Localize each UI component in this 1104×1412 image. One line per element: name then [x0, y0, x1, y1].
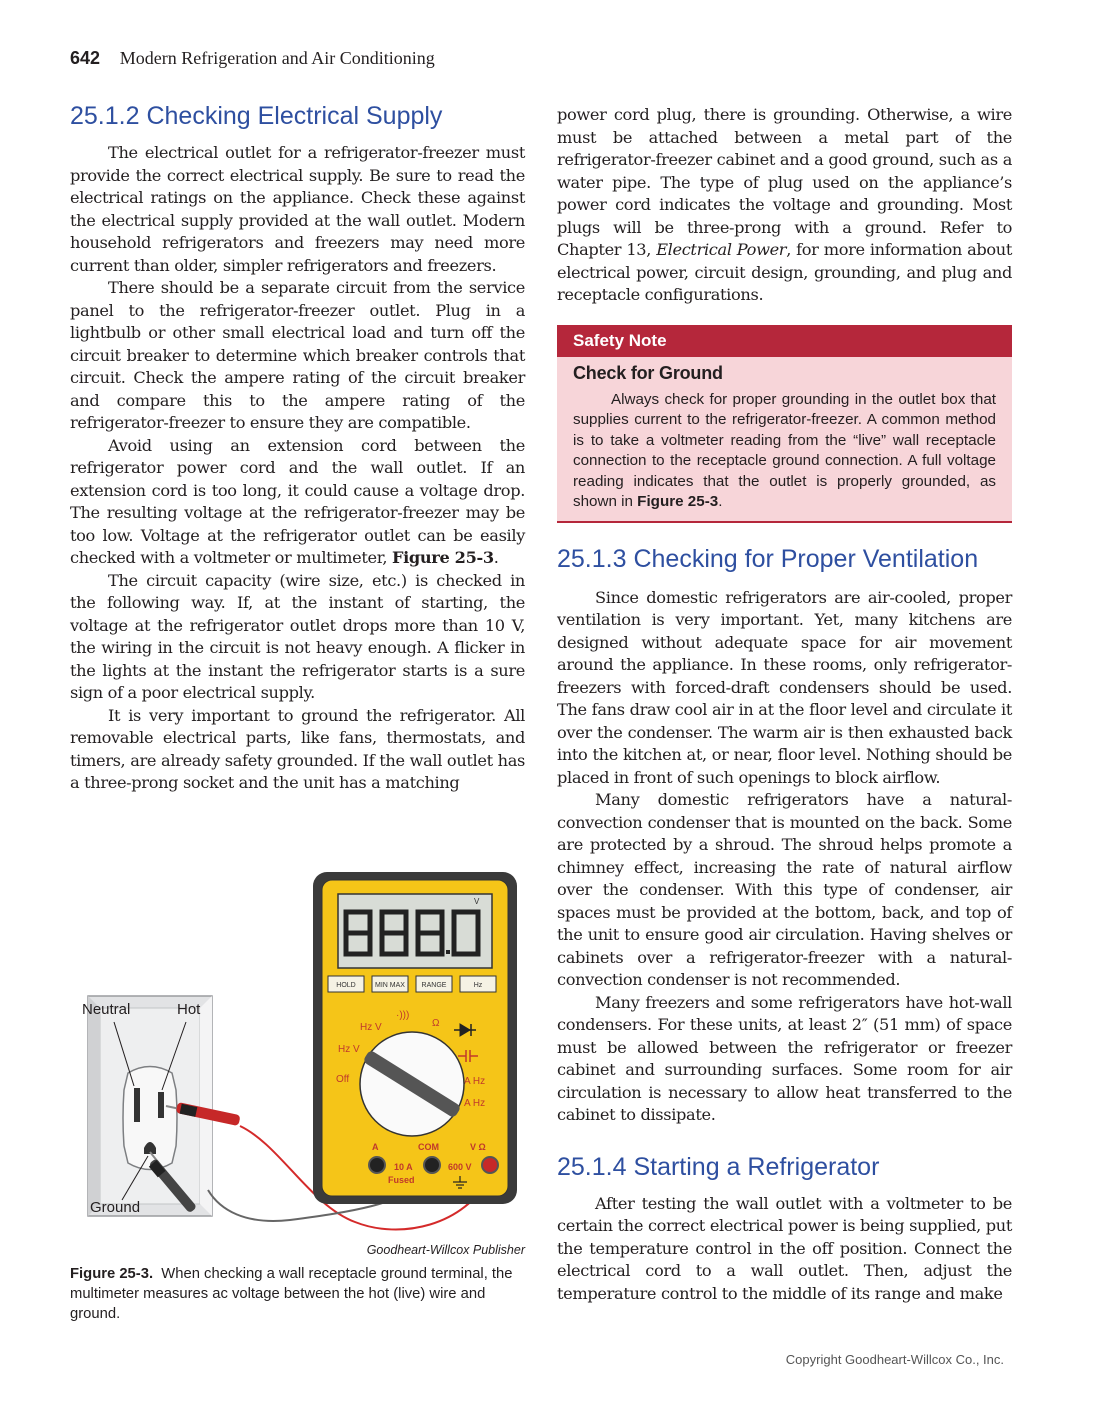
range-button-label: RANGE	[421, 982, 447, 989]
dial-continuity: ·)))	[396, 1010, 410, 1021]
paragraph: It is very important to ground the refrigerator. All removable electrical parts, like fans, thermostats, and timers, are already safety grounded. If the wall outlet has a three-prong socket and the unit has a matching	[70, 705, 525, 792]
paragraph: The electrical outlet for a refrigerator-freezer must provide the correct electrical supply. Be sure to read the electrical ratings on the appliance. Check these against the electrical supply provided at the wall outlet. Modern household refrigerators and freezers may need more current than older, simpler refrigerators and freezers.	[70, 143, 525, 275]
v-jack[interactable]	[482, 1157, 498, 1173]
paragraph: After testing the wall outlet with a voltmeter to be certain the correct electrical power is being supplied, put the temperature control in the off position. Connect the electrical cord to a wall outlet. Then, adjust the temperature control to the middle of its range and make	[557, 1193, 1012, 1303]
paragraph-text: power cord plug, there is grounding. Otherwise, a wire must be attached between a metal part of the refrigerator-freezer cabinet and a good ground, such as a water pipe. The type of plug used on the appliance’s power cord indicates the voltage and grounding. Most plugs will be three-prong with a ground. Refer to Chapter 13,	[557, 105, 1012, 259]
dial-a-hz-ac: A Hz	[464, 1076, 486, 1087]
caption-text: When checking a wall receptacle ground terminal, the multimeter measures ac voltage between the hot (live) wire and ground.	[70, 1266, 513, 1322]
paragraph-text: Avoid using an extension cord between the refrigerator power cord and the wall outlet. If an extension cord is too long, it could cause a voltage drop. The resulting voltage at the refrigerator-freezer may be too low. Voltage at the refrigerator outlet can be easily checked with a voltmeter or multimeter,	[70, 435, 525, 567]
copyright-footer: Copyright Goodheart-Willcox Co., Inc.	[785, 1352, 1004, 1367]
dial-off: Off	[336, 1074, 350, 1085]
dial-ohm: Ω	[432, 1018, 440, 1029]
label-hot: Hot	[177, 1001, 201, 1018]
paragraph-text: , for more information about electrical power, circuit design, grounding, and plug and receptacle configurations.	[557, 240, 1013, 304]
safety-note-text: Always check for proper grounding in the outlet box that supplies current to the refrigerator-freezer. A common method is to take a voltmeter reading from the “live” wall receptacle connection to the receptacle ground connection. A full voltage reading indicates that the outlet is properly grounded, as shown in	[573, 390, 996, 510]
running-head	[70, 48, 435, 69]
section-heading-starting: 25.1.4 Starting a Refrigerator	[557, 1152, 880, 1181]
jack-fused: Fused	[388, 1175, 415, 1185]
receptacle	[123, 1067, 177, 1170]
jack-label-com: COM	[418, 1142, 439, 1152]
paragraph-end: .	[493, 548, 499, 567]
jack-label-a: A	[372, 1142, 379, 1152]
a-jack[interactable]	[369, 1157, 385, 1173]
paragraph: There should be a separate circuit from the service panel to the refrigerator-freezer outlet. Plug in a lightbulb or other small electrical load and turn off the circuit breaker to determine which breaker controls that circuit. Check the ampere rating of the circuit breaker and compare this to the ampere rating of the refrigerator-freezer to ensure they are compatible.	[70, 278, 525, 432]
paragraph: Since domestic refrigerators are air-cooled, proper ventilation is very important. Yet, many kitchens are designed without adequate space for air movement around the appliance. In these rooms, only refrigerator-freezers with forced-draft condensers should be used. The fans draw cool air in at the floor level and circulate it over the condenser. The warm air is then exhausted back into the kitchen at, or near, floor level. Nothing should be placed in front of such openings to block airflow.	[557, 587, 1012, 787]
left-column	[70, 100, 525, 795]
paragraph: Many domestic refrigerators have a natural-convection condenser that is mounted on the back. Some are protected by a shroud. The shroud helps promote a chimney effect, increasing the rate of natural airflow over the condenser. With this type of condenser, air spaces must be provided at the bottom, back, and top of the unit to ensure good air circulation. Having shelves or cabinets over a refrigerator-freezer with a natural-convection condenser is not recommended.	[557, 790, 1012, 989]
paragraph	[70, 435, 525, 570]
figure-reference: Figure 25-3	[637, 493, 719, 510]
paragraph: Many freezers and some refrigerators have hot-wall condensers. For these units, at least 2″ (51 mm) of space must be allowed between the refrigerator or freezer cabinet and surrounding surfaces. Some room for air circulation is necessary to allow heat transferred to the cabinet to dissipate.	[557, 992, 1012, 1124]
page-number: 642	[70, 48, 101, 68]
min-max-button-label: MIN MAX	[375, 982, 405, 989]
multimeter	[313, 872, 517, 1204]
safety-note	[557, 325, 1012, 523]
label-ground: Ground	[90, 1199, 141, 1216]
book-title: Modern Refrigeration and Air Conditioning	[119, 48, 435, 68]
safety-note-end: .	[718, 493, 723, 510]
neutral-slot	[134, 1088, 140, 1122]
dial-hz-v-dc: Hz V	[360, 1022, 382, 1033]
dial-a-hz-dc: A Hz	[464, 1098, 486, 1109]
lcd-unit: V	[474, 897, 480, 906]
dial-hz-v-ac: Hz V	[338, 1044, 360, 1055]
section-heading-electrical-supply: 25.1.2 Checking Electrical Supply	[70, 102, 443, 130]
jack-rating-a: 10 A	[394, 1162, 413, 1172]
right-column	[557, 104, 1012, 1305]
hz-button-label: Hz	[473, 982, 483, 989]
hold-button-label: HOLD	[336, 982, 356, 989]
jack-label-v: V Ω	[470, 1142, 486, 1152]
figure-multimeter-receptacle	[70, 860, 530, 1260]
paragraph	[557, 104, 1012, 307]
section-heading-ventilation: 25.1.3 Checking for Proper Ventilation	[557, 544, 979, 573]
label-neutral: Neutral	[82, 1001, 131, 1018]
jack-rating-v: 600 V	[448, 1162, 472, 1172]
figure-caption	[70, 1264, 525, 1324]
chapter-title: Electrical Power	[656, 240, 787, 259]
safety-note-title: Check for Ground	[573, 362, 723, 383]
safety-note-body	[557, 384, 1012, 521]
com-jack[interactable]	[424, 1157, 440, 1173]
safety-note-label: Safety Note	[557, 325, 1012, 357]
paragraph: The circuit capacity (wire size, etc.) is checked in the following way. If, at the instant of starting, the voltage at the refrigerator outlet drops more than 10 V, the wiring in the circuit is not heavy enough. A flicker in the lights at the instant the refrigerator starts is a sure sign of a poor electrical supply.	[70, 570, 525, 702]
caption-label: Figure 25-3.	[70, 1266, 154, 1282]
figure-credit: Goodheart-Willcox Publisher	[366, 1243, 525, 1257]
hot-slot	[158, 1092, 164, 1118]
figure-reference: Figure 25-3	[391, 548, 494, 567]
